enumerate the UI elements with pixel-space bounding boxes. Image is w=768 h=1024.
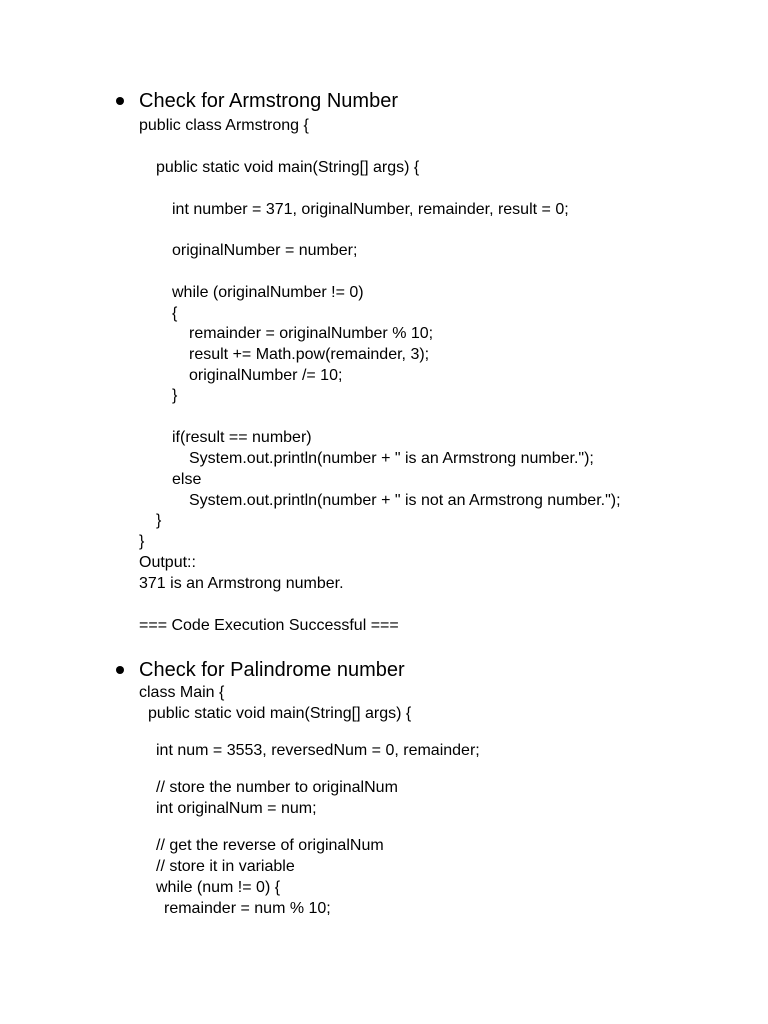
code-line: int originalNum = num; (156, 800, 317, 817)
code-line: public class Armstrong { (139, 117, 309, 134)
code-line: } (172, 387, 178, 404)
code-line: else (172, 471, 202, 488)
output-text: 371 is an Armstrong number. (139, 575, 344, 592)
code-line: int number = 371, originalNumber, remainder, result = 0; (172, 201, 569, 218)
bullet-icon (116, 97, 124, 105)
code-line: } (156, 512, 162, 529)
code-line: { (172, 305, 178, 322)
code-line: while (num != 0) { (156, 879, 281, 896)
execution-status: === Code Execution Successful === (139, 617, 399, 634)
section-heading: Check for Armstrong Number (139, 90, 398, 112)
code-line: // get the reverse of originalNum (156, 837, 384, 854)
bullet-icon (116, 666, 124, 674)
code-line: System.out.println(number + " is not an Armstrong number."); (189, 492, 621, 509)
code-line: public static void main(String[] args) { (156, 159, 420, 176)
output-label: Output:: (139, 554, 196, 571)
code-line: // store it in variable (156, 858, 295, 875)
code-line: remainder = originalNumber % 10; (189, 325, 434, 342)
code-line: originalNumber = number; (172, 242, 358, 259)
section-heading: Check for Palindrome number (139, 659, 405, 681)
code-line: if(result == number) (172, 429, 312, 446)
code-line: System.out.println(number + " is an Armstrong number."); (189, 450, 594, 467)
code-line: originalNumber /= 10; (189, 367, 343, 384)
code-line: } (139, 533, 145, 550)
code-line: int num = 3553, reversedNum = 0, remainder; (156, 742, 480, 759)
code-line: // store the number to originalNum (156, 779, 398, 796)
code-line: remainder = num % 10; (164, 900, 331, 917)
code-line: while (originalNumber != 0) (172, 284, 364, 301)
code-line: result += Math.pow(remainder, 3); (189, 346, 430, 363)
code-line: class Main { (139, 684, 225, 701)
code-line: public static void main(String[] args) { (148, 705, 412, 722)
